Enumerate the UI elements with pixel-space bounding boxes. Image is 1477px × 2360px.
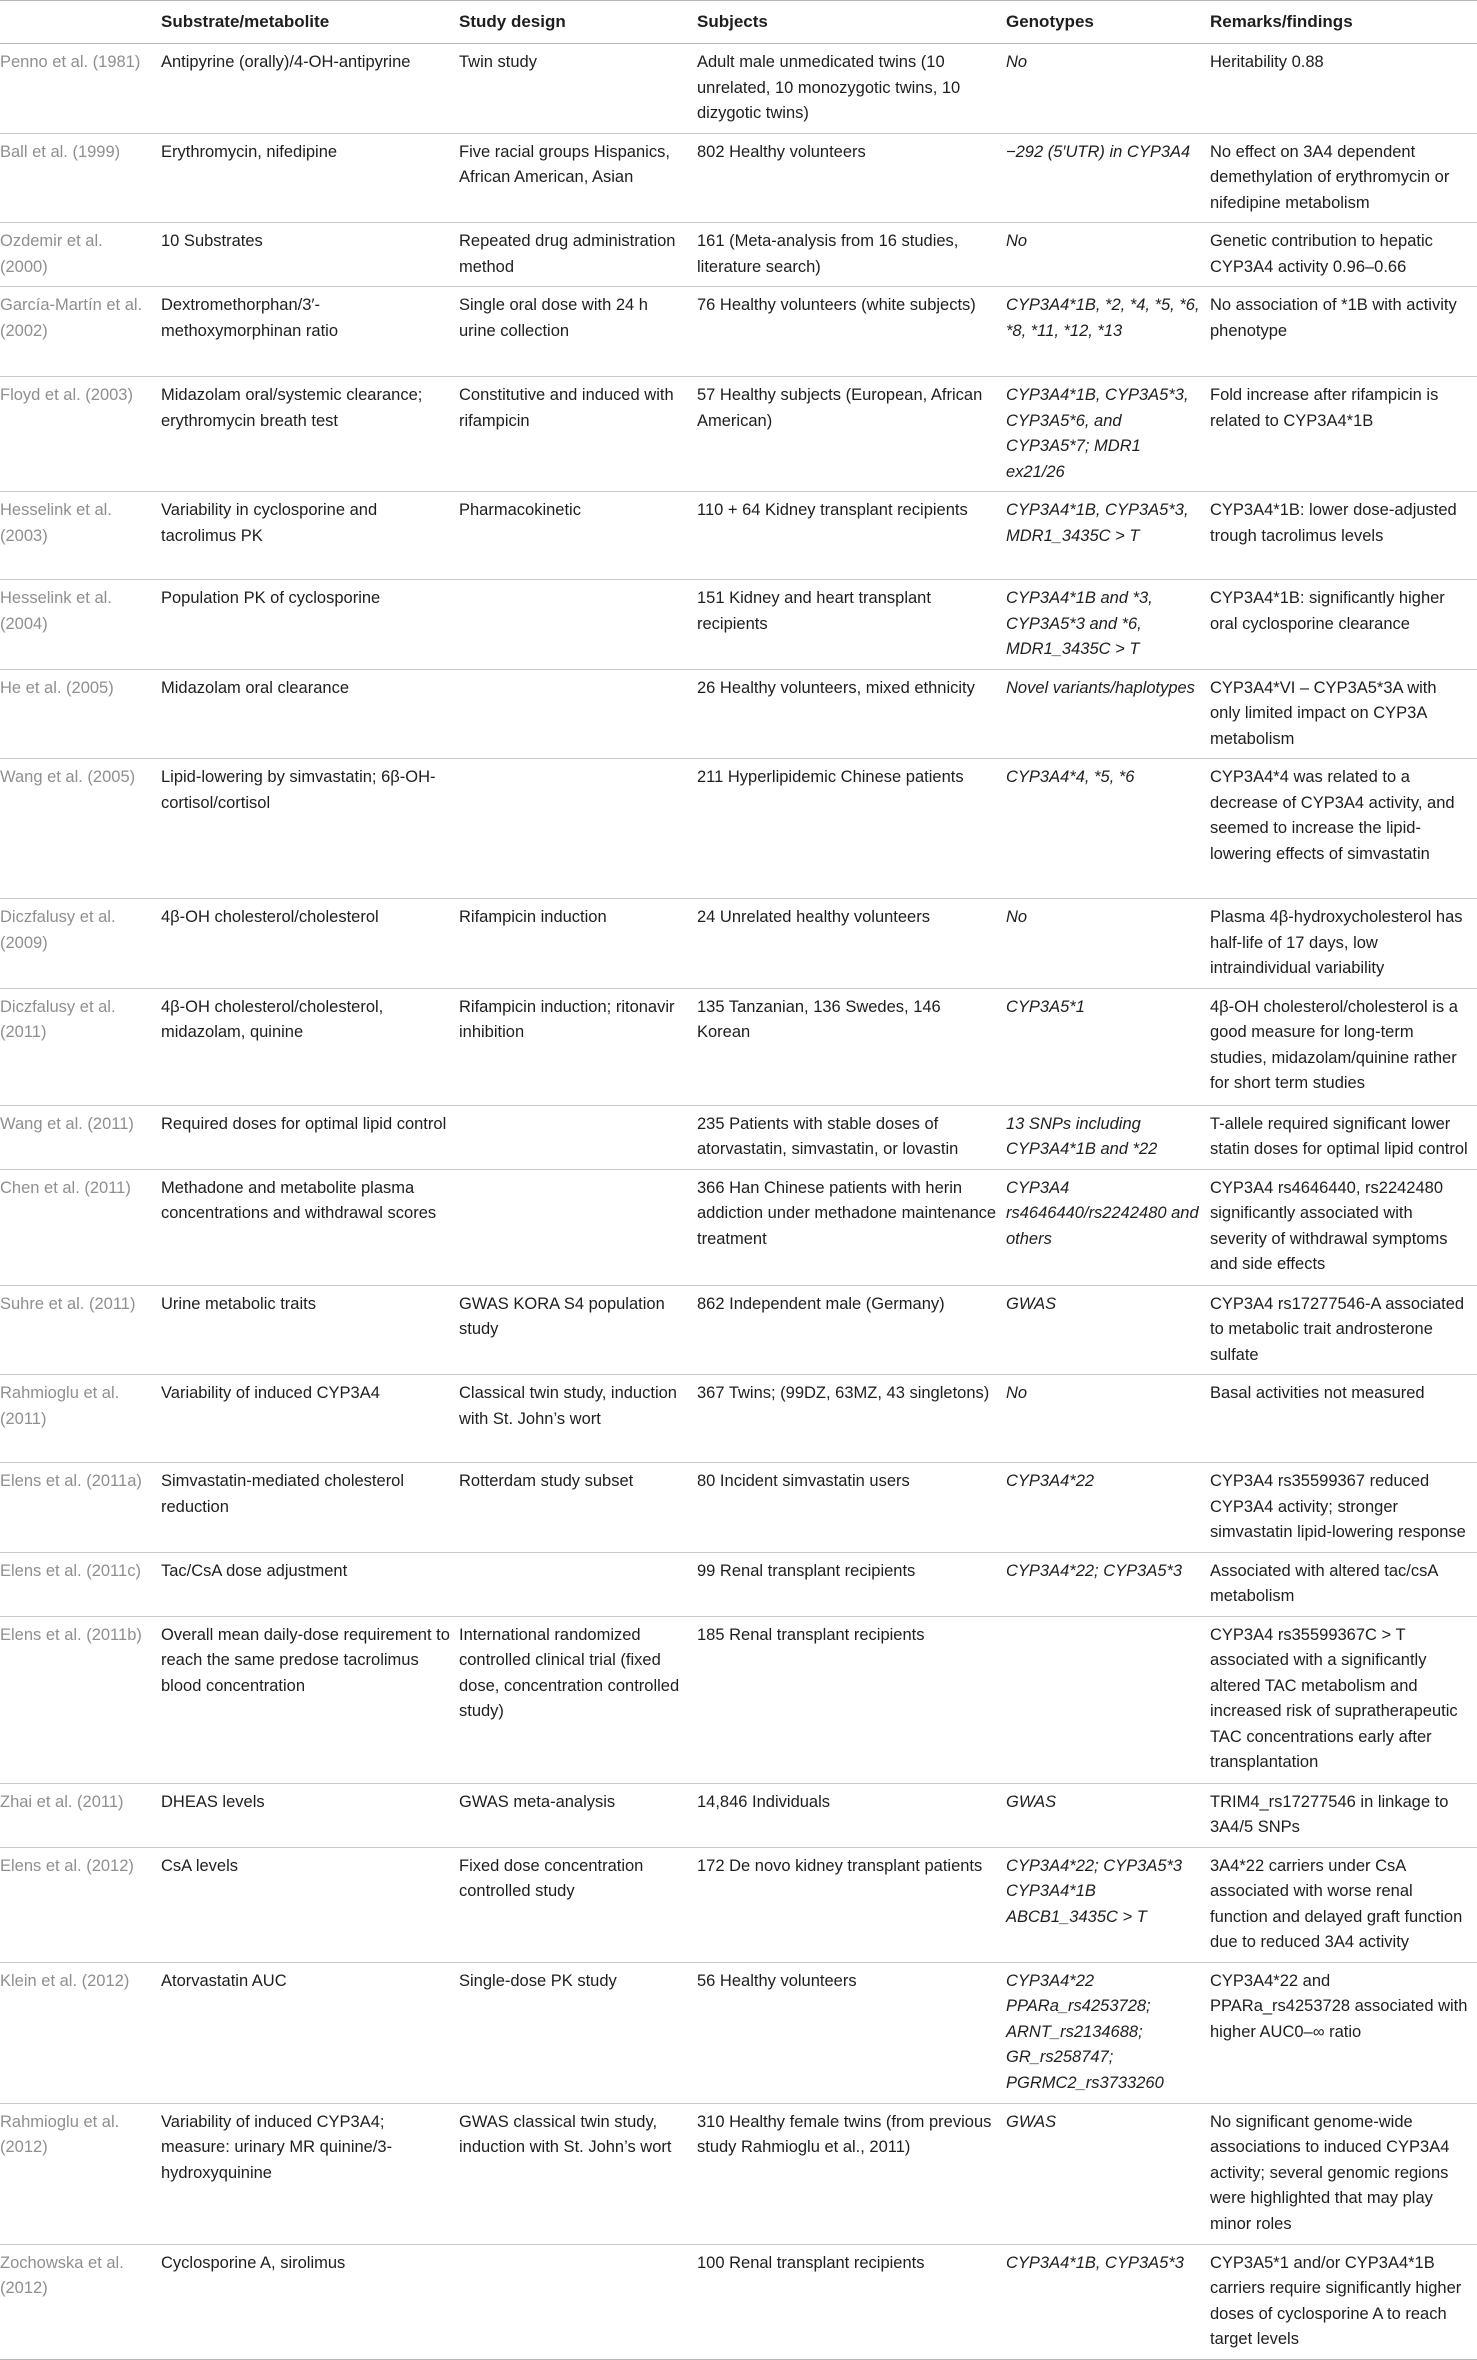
reference-cell: Diczfalusy et al. (2011) bbox=[0, 988, 161, 1105]
genotypes-cell: No bbox=[1006, 1375, 1210, 1463]
table-row bbox=[0, 492, 1477, 580]
genotypes-cell: GWAS bbox=[1006, 2103, 1210, 2244]
design-cell bbox=[459, 1105, 697, 1169]
header-design: Study design bbox=[459, 1, 697, 44]
table-row bbox=[0, 1616, 1477, 1783]
reference-cell: Ozdemir et al. (2000) bbox=[0, 223, 161, 287]
header-genotypes: Genotypes bbox=[1006, 1, 1210, 44]
header-remarks: Remarks/findings bbox=[1210, 1, 1477, 44]
remarks-cell: No significant genome-wide associations to induced CYP3A4 activity; several genomic regions were highlighted that may play minor roles bbox=[1210, 2103, 1477, 2244]
table-row bbox=[0, 377, 1477, 492]
substrate-cell: Variability in cyclosporine and tacrolimus PK bbox=[161, 492, 459, 580]
reference-cell: Hesselink et al. (2004) bbox=[0, 580, 161, 670]
table-row bbox=[0, 2103, 1477, 2244]
substrate-cell: Tac/CsA dose adjustment bbox=[161, 1552, 459, 1616]
subjects-cell: 57 Healthy subjects (European, African American) bbox=[697, 377, 1006, 492]
remarks-cell: CYP3A4*22 and PPARa_rs4253728 associated with higher AUC0–∞ ratio bbox=[1210, 1962, 1477, 2103]
design-cell bbox=[459, 580, 697, 670]
remarks-cell: Genetic contribution to hepatic CYP3A4 activity 0.96–0.66 bbox=[1210, 223, 1477, 287]
table-row bbox=[0, 1463, 1477, 1553]
substrate-cell: Overall mean daily-dose requirement to reach the same predose tacrolimus blood concentration bbox=[161, 1616, 459, 1783]
genotypes-cell: Novel variants/haplotypes bbox=[1006, 669, 1210, 759]
subjects-cell: 151 Kidney and heart transplant recipients bbox=[697, 580, 1006, 670]
table-row bbox=[0, 1783, 1477, 1847]
subjects-cell: 135 Tanzanian, 136 Swedes, 146 Korean bbox=[697, 988, 1006, 1105]
design-cell bbox=[459, 1552, 697, 1616]
design-cell: GWAS classical twin study, induction with St. John’s wort bbox=[459, 2103, 697, 2244]
table-row bbox=[0, 988, 1477, 1105]
design-cell: International randomized controlled clinical trial (fixed dose, concentration controlled study) bbox=[459, 1616, 697, 1783]
table-row bbox=[0, 1285, 1477, 1375]
table-row bbox=[0, 133, 1477, 223]
substrate-cell: Lipid-lowering by simvastatin; 6β-OH-cortisol/cortisol bbox=[161, 759, 459, 899]
header-row bbox=[0, 1, 1477, 44]
remarks-cell: CYP3A4*4 was related to a decrease of CYP3A4 activity, and seemed to increase the lipid-lowering effects of simvastatin bbox=[1210, 759, 1477, 899]
design-cell: GWAS KORA S4 population study bbox=[459, 1285, 697, 1375]
table-row bbox=[0, 1962, 1477, 2103]
table-body bbox=[0, 44, 1477, 2360]
design-cell bbox=[459, 2244, 697, 2359]
reference-cell: García-Martín et al. (2002) bbox=[0, 287, 161, 377]
genotypes-cell: CYP3A4*22 PPARa_rs4253728; ARNT_rs2134688; GR_rs258747; PGRMC2_rs3733260 bbox=[1006, 1962, 1210, 2103]
design-cell: Rifampicin induction; ritonavir inhibition bbox=[459, 988, 697, 1105]
table-row bbox=[0, 1169, 1477, 1285]
substrate-cell: 4β-OH cholesterol/cholesterol, midazolam, quinine bbox=[161, 988, 459, 1105]
reference-cell: Wang et al. (2011) bbox=[0, 1105, 161, 1169]
table-row bbox=[0, 899, 1477, 989]
reference-cell: Penno et al. (1981) bbox=[0, 53, 141, 71]
reference-cell: Suhre et al. (2011) bbox=[0, 1285, 161, 1375]
design-cell: Twin study bbox=[459, 53, 537, 71]
genotypes-cell: 13 SNPs including CYP3A4*1B and *22 bbox=[1006, 1105, 1210, 1169]
subjects-cell: Adult male unmedicated twins (10 unrelated, 10 monozygotic twins, 10 dizygotic twins) bbox=[697, 53, 961, 122]
design-cell: GWAS meta-analysis bbox=[459, 1783, 697, 1847]
substrate-cell: Urine metabolic traits bbox=[161, 1285, 459, 1375]
subjects-cell: 172 De novo kidney transplant patients bbox=[697, 1847, 1006, 1962]
design-cell: Rotterdam study subset bbox=[459, 1463, 697, 1553]
reference-cell: Floyd et al. (2003) bbox=[0, 377, 161, 492]
reference-cell: Elens et al. (2011a) bbox=[0, 1463, 161, 1553]
table-row bbox=[0, 287, 1477, 377]
substrate-cell: Population PK of cyclosporine bbox=[161, 580, 459, 670]
remarks-cell: CYP3A4*1B: lower dose-adjusted trough tacrolimus levels bbox=[1210, 492, 1477, 580]
substrate-cell: Required doses for optimal lipid control bbox=[161, 1105, 459, 1169]
reference-cell: Wang et al. (2005) bbox=[0, 759, 161, 899]
substrate-cell: Variability of induced CYP3A4; measure: urinary MR quinine/3-hydroxyquinine bbox=[161, 2103, 459, 2244]
header-subjects: Subjects bbox=[697, 1, 1006, 44]
design-cell bbox=[459, 669, 697, 759]
remarks-cell: Basal activities not measured bbox=[1210, 1375, 1477, 1463]
reference-cell: He et al. (2005) bbox=[0, 669, 161, 759]
genotypes-cell: CYP3A4*22; CYP3A5*3 CYP3A4*1B ABCB1_3435C > T bbox=[1006, 1847, 1210, 1962]
genotypes-cell: GWAS bbox=[1006, 1285, 1210, 1375]
substrate-cell: 10 Substrates bbox=[161, 223, 459, 287]
remarks-cell: Heritability 0.88 bbox=[1210, 53, 1324, 71]
remarks-cell: 3A4*22 carriers under CsA associated with worse renal function and delayed graft function due to reduced 3A4 activity bbox=[1210, 1847, 1477, 1962]
genotypes-cell: CYP3A5*1 bbox=[1006, 988, 1210, 1105]
genotypes-cell: CYP3A4 rs4646440/rs2242480 and others bbox=[1006, 1169, 1210, 1285]
design-cell: Single-dose PK study bbox=[459, 1962, 697, 2103]
substrate-cell: 4β-OH cholesterol/cholesterol bbox=[161, 899, 459, 989]
subjects-cell: 26 Healthy volunteers, mixed ethnicity bbox=[697, 669, 1006, 759]
design-cell: Five racial groups Hispanics, African American, Asian bbox=[459, 133, 697, 223]
substrate-cell: Variability of induced CYP3A4 bbox=[161, 1375, 459, 1463]
subjects-cell: 367 Twins; (99DZ, 63MZ, 43 singletons) bbox=[697, 1375, 1006, 1463]
reference-cell: Elens et al. (2011b) bbox=[0, 1616, 161, 1783]
genotypes-cell: GWAS bbox=[1006, 1783, 1210, 1847]
substrate-cell: Cyclosporine A, sirolimus bbox=[161, 2244, 459, 2359]
substrate-cell: Erythromycin, nifedipine bbox=[161, 133, 459, 223]
remarks-cell: CYP3A4 rs35599367 reduced CYP3A4 activity; stronger simvastatin lipid-lowering response bbox=[1210, 1463, 1477, 1553]
remarks-cell: Associated with altered tac/csA metabolism bbox=[1210, 1552, 1477, 1616]
genotypes-cell: No bbox=[1006, 899, 1210, 989]
reference-cell: Diczfalusy et al. (2009) bbox=[0, 899, 161, 989]
subjects-cell: 185 Renal transplant recipients bbox=[697, 1616, 1006, 1783]
design-cell: Rifampicin induction bbox=[459, 899, 697, 989]
table-row bbox=[0, 1375, 1477, 1463]
genotypes-cell: CYP3A4*22 bbox=[1006, 1463, 1210, 1553]
table-row bbox=[0, 759, 1477, 899]
substrate-cell: Simvastatin-mediated cholesterol reduction bbox=[161, 1463, 459, 1553]
reference-cell: Rahmioglu et al. (2012) bbox=[0, 2103, 161, 2244]
header-ref bbox=[0, 1, 161, 44]
subjects-cell: 235 Patients with stable doses of atorvastatin, simvastatin, or lovastin bbox=[697, 1105, 1006, 1169]
table-row bbox=[0, 2244, 1477, 2359]
subjects-cell: 14,846 Individuals bbox=[697, 1783, 1006, 1847]
remarks-cell: Fold increase after rifampicin is related to CYP3A4*1B bbox=[1210, 377, 1477, 492]
genotypes-cell: CYP3A4*1B and *3, CYP3A5*3 and *6, MDR1_3435C > T bbox=[1006, 580, 1210, 670]
reference-cell: Klein et al. (2012) bbox=[0, 1962, 161, 2103]
subjects-cell: 802 Healthy volunteers bbox=[697, 133, 1006, 223]
subjects-cell: 862 Independent male (Germany) bbox=[697, 1285, 1006, 1375]
reference-cell: Ball et al. (1999) bbox=[0, 133, 161, 223]
substrate-cell: Atorvastatin AUC bbox=[161, 1962, 459, 2103]
substrate-cell: CsA levels bbox=[161, 1847, 459, 1962]
genotypes-cell: CYP3A4*4, *5, *6 bbox=[1006, 759, 1210, 899]
design-cell bbox=[459, 1169, 697, 1285]
table-row bbox=[0, 44, 1477, 134]
table-row bbox=[0, 223, 1477, 287]
genotypes-cell: CYP3A4*22; CYP3A5*3 bbox=[1006, 1552, 1210, 1616]
design-cell: Classical twin study, induction with St. John’s wort bbox=[459, 1375, 697, 1463]
subjects-cell: 211 Hyperlipidemic Chinese patients bbox=[697, 759, 1006, 899]
subjects-cell: 80 Incident simvastatin users bbox=[697, 1463, 1006, 1553]
substrate-cell: Midazolam oral/systemic clearance; erythromycin breath test bbox=[161, 377, 459, 492]
genotypes-cell: No bbox=[1006, 53, 1028, 71]
remarks-cell: CYP3A4*VI – CYP3A5*3A with only limited impact on CYP3A metabolism bbox=[1210, 669, 1477, 759]
remarks-cell: No effect on 3A4 dependent demethylation of erythromycin or nifedipine metabolism bbox=[1210, 133, 1477, 223]
substrate-cell: Dextromethorphan/3′-methoxymorphinan ratio bbox=[161, 287, 459, 377]
substrate-cell: Antipyrine (orally)/4-OH-antipyrine bbox=[161, 53, 411, 71]
design-cell: Pharmacokinetic bbox=[459, 492, 697, 580]
reference-cell: Zhai et al. (2011) bbox=[0, 1783, 161, 1847]
remarks-cell: CYP3A4*1B: significantly higher oral cyclosporine clearance bbox=[1210, 580, 1477, 670]
reference-cell: Elens et al. (2011c) bbox=[0, 1552, 161, 1616]
design-cell: Constitutive and induced with rifampicin bbox=[459, 377, 697, 492]
table-row bbox=[0, 669, 1477, 759]
remarks-cell: No association of *1B with activity phenotype bbox=[1210, 287, 1477, 377]
reference-cell: Chen et al. (2011) bbox=[0, 1169, 161, 1285]
table-row bbox=[0, 580, 1477, 670]
substrate-cell: Midazolam oral clearance bbox=[161, 669, 459, 759]
genotypes-cell: No bbox=[1006, 223, 1210, 287]
remarks-cell: CYP3A5*1 and/or CYP3A4*1B carriers require significantly higher doses of cyclosporine A to reach target levels bbox=[1210, 2244, 1477, 2359]
subjects-cell: 161 (Meta-analysis from 16 studies, literature search) bbox=[697, 223, 1006, 287]
remarks-cell: CYP3A4 rs35599367C > T associated with a significantly altered TAC metabolism and increased risk of supratherapeutic TAC concentrations early after transplantation bbox=[1210, 1616, 1477, 1783]
reference-cell: Rahmioglu et al. (2011) bbox=[0, 1375, 161, 1463]
design-cell bbox=[459, 759, 697, 899]
design-cell: Fixed dose concentration controlled study bbox=[459, 1847, 697, 1962]
genotypes-cell: CYP3A4*1B, CYP3A5*3, CYP3A5*6, and CYP3A5*7; MDR1 ex21/26 bbox=[1006, 377, 1210, 492]
substrate-cell: DHEAS levels bbox=[161, 1783, 459, 1847]
reference-cell: Hesselink et al. (2003) bbox=[0, 492, 161, 580]
table-row bbox=[0, 1552, 1477, 1616]
genotypes-cell: CYP3A4*1B, CYP3A5*3 bbox=[1006, 2244, 1210, 2359]
genotypes-cell bbox=[1006, 1616, 1210, 1783]
design-cell: Repeated drug administration method bbox=[459, 223, 697, 287]
subjects-cell: 76 Healthy volunteers (white subjects) bbox=[697, 287, 1006, 377]
remarks-cell: T-allele required significant lower statin doses for optimal lipid control bbox=[1210, 1105, 1477, 1169]
remarks-cell: CYP3A4 rs17277546-A associated to metabolic trait androsterone sulfate bbox=[1210, 1285, 1477, 1375]
genotypes-cell: CYP3A4*1B, *2, *4, *5, *6, *8, *11, *12, *13 bbox=[1006, 287, 1210, 377]
design-cell: Single oral dose with 24 h urine collection bbox=[459, 287, 697, 377]
table-row bbox=[0, 1847, 1477, 1962]
reference-cell: Elens et al. (2012) bbox=[0, 1847, 161, 1962]
subjects-cell: 24 Unrelated healthy volunteers bbox=[697, 899, 1006, 989]
substrate-cell: Methadone and metabolite plasma concentrations and withdrawal scores bbox=[161, 1169, 459, 1285]
remarks-cell: CYP3A4 rs4646440, rs2242480 significantly associated with severity of withdrawal symptoms and side effects bbox=[1210, 1169, 1477, 1285]
subjects-cell: 110 + 64 Kidney transplant recipients bbox=[697, 492, 1006, 580]
subjects-cell: 100 Renal transplant recipients bbox=[697, 2244, 1006, 2359]
genotypes-cell: −292 (5′UTR) in CYP3A4 bbox=[1006, 133, 1210, 223]
subjects-cell: 56 Healthy volunteers bbox=[697, 1962, 1006, 2103]
subjects-cell: 366 Han Chinese patients with herin addiction under methadone maintenance treatment bbox=[697, 1169, 1006, 1285]
header-substrate: Substrate/metabolite bbox=[161, 1, 459, 44]
subjects-cell: 99 Renal transplant recipients bbox=[697, 1552, 1006, 1616]
remarks-cell: TRIM4_rs17277546 in linkage to 3A4/5 SNPs bbox=[1210, 1783, 1477, 1847]
remarks-cell: 4β-OH cholesterol/cholesterol is a good measure for long-term studies, midazolam/quinine rather for short term studies bbox=[1210, 988, 1477, 1105]
genotypes-cell: CYP3A4*1B, CYP3A5*3, MDR1_3435C > T bbox=[1006, 492, 1210, 580]
subjects-cell: 310 Healthy female twins (from previous study Rahmioglu et al., 2011) bbox=[697, 2103, 1006, 2244]
remarks-cell: Plasma 4β-hydroxycholesterol has half-life of 17 days, low intraindividual variability bbox=[1210, 899, 1477, 989]
reference-cell: Zochowska et al. (2012) bbox=[0, 2244, 161, 2359]
table-row bbox=[0, 1105, 1477, 1169]
